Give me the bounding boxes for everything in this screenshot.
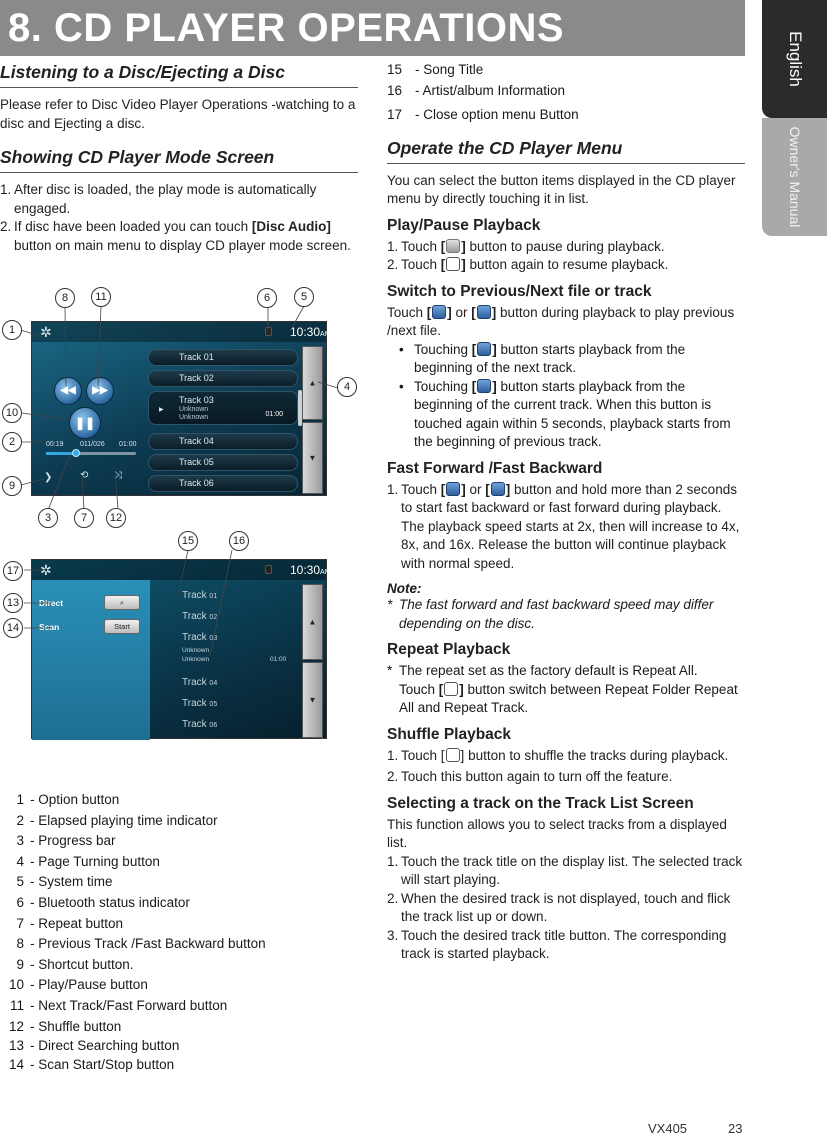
- track-artist: Unknown: [182, 647, 210, 654]
- switch-bullet-1: • Touching [ ] button starts playback from the beginning of the next track.: [399, 341, 686, 376]
- shuffle-heading: Shuffle Playback: [387, 725, 512, 743]
- track-list-item[interactable]: Track 01: [148, 349, 298, 366]
- arrow-up-icon: ▲: [308, 617, 317, 627]
- previous-track-button[interactable]: ◀◀: [54, 377, 82, 405]
- page-up-button[interactable]: [302, 584, 323, 660]
- track-list-item[interactable]: Track 05: [148, 454, 298, 471]
- bluetooth-status-icon: [265, 327, 272, 336]
- play-pause-step-2: 2. Touch [ ] button again to resume playback.: [387, 257, 669, 273]
- legend-item: 12 - Shuffle button: [8, 1018, 122, 1034]
- select-step-3: 3. Touch the desired track title button. The corresponding track is started playback.: [387, 927, 727, 962]
- track-list-item-selected[interactable]: ▶ Track 03 Unknown Unknown 01:00: [148, 391, 298, 425]
- progress-knob[interactable]: [72, 449, 80, 457]
- track-list-item[interactable]: Track 04: [148, 433, 298, 450]
- legend-item: 8 - Previous Track /Fast Backward button: [16, 936, 266, 952]
- close-option-gear-icon[interactable]: ✲: [40, 562, 52, 578]
- showing-step-2: [0, 218, 358, 255]
- left-column: [0, 62, 358, 255]
- previous-track-icon: [446, 482, 460, 496]
- switch-bullet-2: • Touching [ ] button starts playback from the beginning of the current track. When this button is touched again within 5 seconds, playback starts from the beginning of previous track.: [399, 378, 731, 450]
- listen-text: Please refer to Disc Video Player Operations -watching to a disc and Ejecting a disc.: [0, 97, 356, 131]
- callout-3: 3: [38, 508, 58, 528]
- callout-7: 7: [74, 508, 94, 528]
- pause-icon: [446, 239, 460, 253]
- next-track-icon: [477, 305, 491, 319]
- callout-12: 12: [106, 508, 126, 528]
- track-list-item[interactable]: Track 04: [182, 677, 218, 688]
- legend-item: 14 - Scan Start/Stop button: [8, 1057, 175, 1073]
- callout-10: 10: [2, 403, 22, 423]
- shuffle-icon: [446, 748, 460, 762]
- play-icon: [446, 257, 460, 271]
- repeat-heading: Repeat Playback: [387, 641, 511, 659]
- switch-heading: Switch to Previous/Next file or track: [387, 282, 652, 300]
- select-heading: Selecting a track on the Track List Screen: [387, 794, 694, 812]
- operate-heading: Operate the CD Player Menu: [387, 138, 745, 164]
- select-intro: This function allows you to select tracks from a displayed list.: [387, 816, 727, 851]
- header-bar: [0, 0, 745, 56]
- callout-1: 1: [2, 320, 22, 340]
- track-list-item[interactable]: Track 02: [148, 370, 298, 387]
- callout-16: 16: [229, 531, 249, 551]
- legend-item: 6 - Bluetooth status indicator: [16, 894, 190, 910]
- total-time: 01:00: [119, 441, 137, 448]
- arrow-down-icon: ▼: [308, 453, 317, 463]
- page-number: 23: [728, 1121, 743, 1136]
- repeat-icon: [444, 682, 458, 696]
- page-up-button[interactable]: [302, 346, 323, 420]
- note-title: Note:: [387, 581, 422, 597]
- step-number: 2.: [0, 219, 12, 234]
- previous-track-icon: [477, 379, 491, 393]
- legend-item: 9 - Shortcut button.: [16, 956, 134, 972]
- step-text-pre: If disc have been loaded you can touch: [14, 219, 252, 234]
- repeat-icon[interactable]: ⟲: [80, 470, 89, 481]
- shuffle-icon[interactable]: ⤨: [114, 470, 122, 481]
- callout-9: 9: [2, 476, 22, 496]
- legend-item: 1 - Option button: [16, 792, 120, 807]
- switch-intro: Touch [ ] or [ ] button during playback to play previous /next file.: [387, 304, 735, 339]
- elapsed-time: 00:19: [46, 441, 64, 448]
- status-bar: [32, 322, 326, 342]
- play-pause-button[interactable]: ❚❚: [69, 407, 101, 439]
- system-time: 10:30AM: [290, 563, 331, 577]
- next-track-button[interactable]: ▶▶: [86, 377, 114, 405]
- language-tab-label: English: [785, 31, 805, 87]
- previous-track-icon: [432, 305, 446, 319]
- callout-17: 17: [3, 561, 23, 581]
- select-step-1: 1. Touch the track title on the display list. The selected track will start playing.: [387, 853, 743, 888]
- page-title: 8. CD PLAYER OPERATIONS: [8, 6, 565, 50]
- callout-8: 8: [55, 288, 75, 308]
- legend-item: 10 - Play/Pause button: [8, 977, 148, 993]
- track-duration: 01:00: [265, 411, 283, 418]
- cd-player-screen: [31, 321, 331, 496]
- language-tab[interactable]: [762, 0, 827, 118]
- track-album: Unknown: [182, 656, 210, 663]
- ff-heading: Fast Forward /Fast Backward: [387, 459, 603, 477]
- step-text: After disc is loaded, the play mode is automatically engaged.: [14, 182, 317, 216]
- next-track-icon: [491, 482, 505, 496]
- legend-list: [0, 790, 358, 1076]
- system-time: 10:30AM: [290, 325, 331, 339]
- legend-item: 13 - Direct Searching button: [8, 1038, 180, 1054]
- search-icon: ⌕: [119, 598, 125, 607]
- callout-11: 11: [91, 287, 111, 307]
- option-gear-icon[interactable]: ✲: [40, 324, 52, 340]
- shuffle-step-2: 2. Touch this button again to turn off the feature.: [387, 769, 673, 785]
- legend-item: 16 - Artist/album Information: [387, 82, 566, 98]
- disc-audio-label: [Disc Audio]: [251, 219, 331, 234]
- step-text-post: button on main menu to display CD player mode screen.: [14, 237, 351, 253]
- legend-item: 17 - Close option menu Button: [387, 107, 579, 123]
- showing-heading: Showing CD Player Mode Screen: [0, 147, 358, 173]
- right-column: [387, 60, 745, 964]
- track-duration: 01:00: [270, 656, 287, 663]
- progress-bar[interactable]: [46, 452, 136, 455]
- track-list-item[interactable]: Track 06: [148, 475, 298, 492]
- track-playing-icon: ▶: [159, 407, 164, 413]
- showing-step-1: [0, 181, 358, 218]
- callout-4: 4: [337, 377, 357, 397]
- arrow-down-icon: ▼: [308, 695, 317, 705]
- select-step-2: 2. When the desired track is not displayed, touch and flick the track list up or down.: [387, 890, 731, 925]
- note-body: * The fast forward and fast backward speed may differ depending on the disc.: [387, 597, 714, 631]
- arrow-up-icon: ▲: [308, 378, 317, 388]
- callout-13: 13: [3, 593, 23, 613]
- callout-5: 5: [294, 287, 314, 307]
- callout-6: 6: [257, 288, 277, 308]
- ff-step-1: 1. Touch [ ] or [ ] button and hold more than 2 seconds to start fast backward or fast forward during playback. The playback speed starts at 2x, then will increase to 4x, 8x, and 16x. Release the button will continue playback with normal speed.: [387, 481, 740, 571]
- legend-item: 11 - Next Track/Fast Forward button: [9, 997, 228, 1013]
- shuffle-step-1: 1. Touch [ ] button to shuffle the tracks during playback.: [387, 747, 729, 763]
- play-pause-heading: Play/Pause Playback: [387, 216, 541, 234]
- legend-item: 3 - Progress bar: [16, 833, 116, 849]
- footer-model: VX405: [648, 1121, 688, 1136]
- legend-item: 4 - Page Turning button: [16, 853, 160, 869]
- bluetooth-status-icon: [265, 565, 272, 574]
- direct-label: Direct: [39, 598, 64, 608]
- track-artist: Unknown: [179, 406, 209, 413]
- legend-list-continued: [387, 60, 745, 126]
- status-bar: [32, 560, 326, 580]
- listen-heading: Listening to a Disc/Ejecting a Disc: [0, 62, 358, 88]
- scan-label: Scan: [39, 622, 60, 632]
- track-list-item[interactable]: Track 05: [182, 698, 218, 709]
- direct-search-button[interactable]: [104, 595, 140, 610]
- track-list-item[interactable]: Track 06: [182, 719, 218, 730]
- track-list-item[interactable]: Track 02: [182, 611, 218, 622]
- shortcut-icon[interactable]: ❯: [44, 472, 53, 483]
- track-counter: 011/026: [80, 441, 105, 448]
- page-down-button[interactable]: [302, 422, 323, 494]
- step-number: 1.: [0, 182, 12, 197]
- next-track-icon: [477, 342, 491, 356]
- owners-manual-tab[interactable]: [762, 118, 827, 236]
- callout-2: 2: [2, 432, 22, 452]
- legend-item: 2 - Elapsed playing time indicator: [16, 812, 218, 828]
- play-pause-step-1: 1. Touch [ ] button to pause during playback.: [387, 238, 665, 254]
- legend-item: 15 - Song Title: [387, 62, 484, 77]
- legend-item: 7 - Repeat button: [16, 915, 124, 931]
- option-menu-panel: [32, 580, 150, 740]
- owners-manual-tab-label: Owner's Manual: [786, 126, 803, 228]
- scan-start-button[interactable]: Start: [104, 619, 140, 634]
- callout-14: 14: [3, 618, 23, 638]
- legend-item: 5 - System time: [16, 874, 113, 890]
- page-down-button[interactable]: [302, 662, 323, 738]
- callout-15: 15: [178, 531, 198, 551]
- track-list-item[interactable]: Track 03: [182, 632, 218, 643]
- track-album: Unknown: [179, 414, 209, 421]
- repeat-text: * The repeat set as the factory default is Repeat All. Touch [ ] button switch between Repeat Folder Repeat All and Repeat Track.: [387, 663, 738, 716]
- operate-text: You can select the button items displayed in the CD player menu by directly touching it in list.: [387, 172, 736, 207]
- track-list-item[interactable]: Track 01: [182, 590, 218, 601]
- cd-player-menu-screen: [31, 559, 331, 739]
